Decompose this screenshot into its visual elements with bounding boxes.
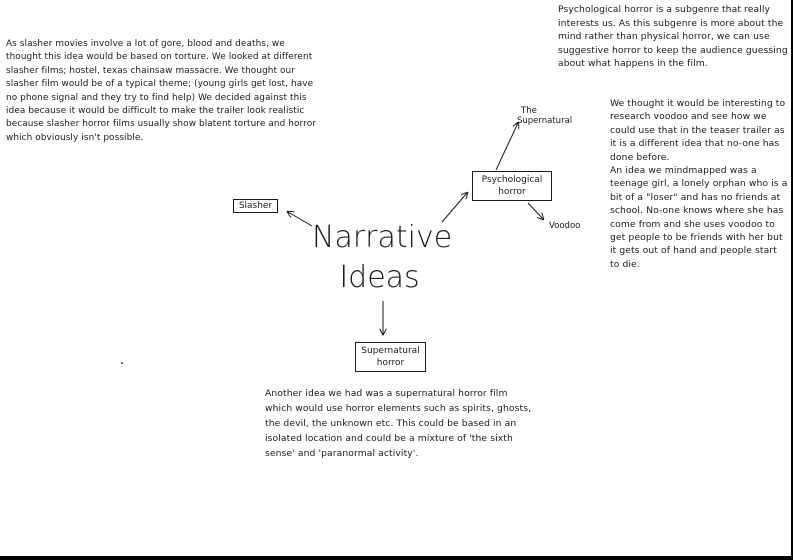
the-supernatural-line1: The bbox=[521, 106, 537, 116]
voodoo-label: Voodoo bbox=[549, 221, 581, 231]
voodoo-notes bbox=[610, 97, 788, 271]
the-supernatural-line2: Supernatural bbox=[517, 116, 573, 126]
arrow-to-the-supernatural bbox=[496, 123, 518, 170]
slasher-box: Slasher bbox=[233, 199, 278, 213]
slasher-note: As slasher movies involve a lot of gore, blood and deaths, we thought this idea would be based on torture. We looked at different slasher films; hostel, texas chainsaw massacre. We thought our slasher film would be of a typical theme; (young girls get lost, have no phone signal and they try to find help) We decided against this idea because it would be difficult to make the trailer look realistic because slasher horror films usually show blatent torture and horror which obviously isn't possible. bbox=[6, 39, 316, 143]
supernatural-line1: Supernatural bbox=[361, 346, 420, 356]
psychological-line2: horror bbox=[498, 187, 526, 197]
supernatural-line2: horror bbox=[376, 358, 405, 368]
supernatural-horror-box bbox=[355, 342, 426, 372]
central-topic bbox=[312, 218, 453, 298]
psychological-horror-box bbox=[472, 171, 552, 201]
arrow-to-voodoo bbox=[528, 203, 543, 219]
voodoo-note: We thought it would be interesting to research voodoo and see how we could use that in the teaser trailer as it is a different idea that no-one has done before. bbox=[610, 98, 786, 163]
psychological-note: Psychological horror is a subgenre that really interests us. As this subgenre is more about the mind rather than physical horror, we can use suggestive horror to keep the audience guessing about what happens in the film. bbox=[558, 4, 788, 70]
psychological-line1: Psychological bbox=[481, 175, 543, 185]
the-supernatural-label bbox=[517, 106, 597, 126]
voodoo-plot-note: An idea we mindmapped was a teenage girl, a lonely orphan who is a bit of a "loser" and has no friends at school. No-one knows where she has come from and she uses voodoo to get people to be friends with her but it gets out of hand and people start to die. bbox=[610, 165, 788, 270]
central-topic-line1: Narrative bbox=[312, 220, 453, 255]
arrow-to-slasher bbox=[288, 212, 312, 226]
supernatural-note: Another idea we had was a supernatural horror film which would use horror elements such as spirits, ghosts, the devil, the unknown etc. This could be based in an isolated location and could be a mixture of 'the sixth sense' and 'paranormal activity'. bbox=[265, 388, 532, 459]
central-topic-line2: Ideas bbox=[339, 260, 420, 295]
stray-dot bbox=[121, 362, 123, 364]
